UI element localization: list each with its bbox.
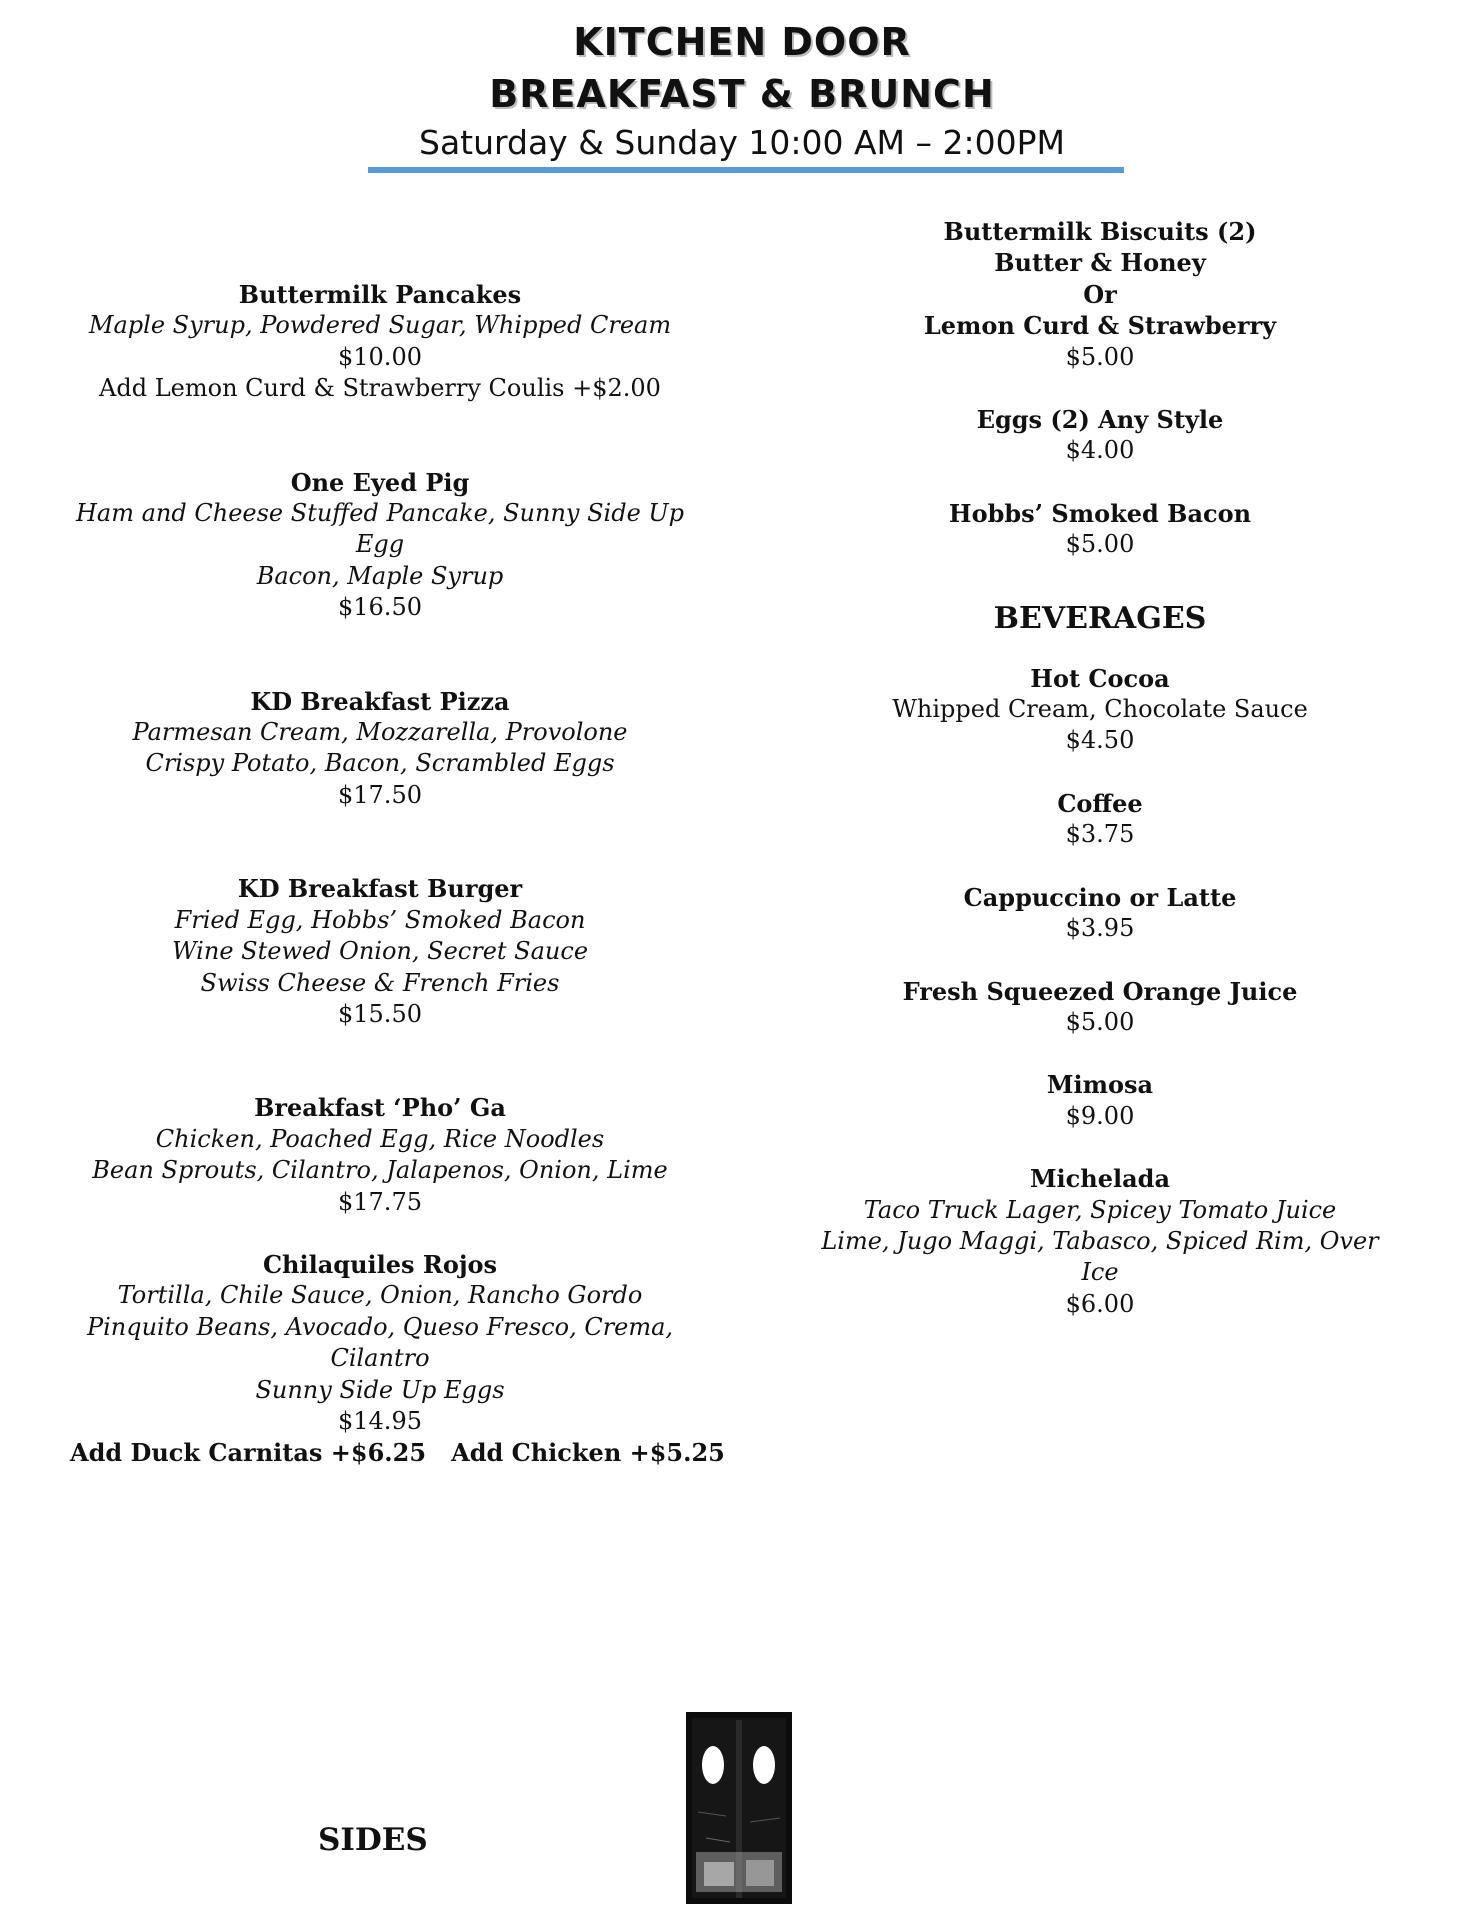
item-name: KD Breakfast Pizza [250,686,510,716]
item-description: Whipped Cream, Chocolate Sauce [892,695,1308,724]
item-name: Buttermilk Biscuits (2) [943,217,1257,246]
item-description: Parmesan Cream, Mozzarella, Provolone [132,718,628,747]
sides-and-beverages [800,216,1400,1320]
menu-item-breakfast-pho-ga [70,1092,690,1218]
menu-item-hot-cocoa [800,663,1400,757]
item-description: Taco Truck Lager, Spicey Tomato Juice [863,1195,1337,1224]
item-name: Mimosa [1046,1070,1154,1100]
item-description: Pinquito Beans, Avocado, Queso Fresco, Crema, Cilantro [86,1312,674,1373]
item-name: Fresh Squeezed Orange Juice [902,976,1298,1006]
item-description: Chicken, Poached Egg, Rice Noodles [155,1124,605,1153]
service-hours: Saturday & Sunday 10:00 AM – 2:00PM [419,123,1065,162]
item-price: $5.00 [1065,342,1135,371]
menu-item-eggs [800,404,1400,467]
restaurant-name: KITCHEN DOOR [573,20,911,64]
item-price: $17.50 [338,780,422,809]
item-description: Ham and Cheese Stuffed Pancake, Sunny Side Up Egg [76,499,684,559]
menu-title: BREAKFAST & BRUNCH [489,72,995,116]
item-addon: Add Duck Carnitas +$6.25 Add Chicken +$5.25 [70,1438,725,1468]
item-description: Crispy Potato, Bacon, Scrambled Eggs [145,749,615,778]
menu-item-kd-breakfast-pizza [70,686,690,812]
breakfast-items [70,279,725,1469]
item-description: Lime, Jugo Maggi, Tabasco, Spiced Rim, Over Ice [821,1226,1379,1287]
item-name: Lemon Curd & Strawberry [923,311,1277,341]
item-description: Maple Syrup, Powdered Sugar, Whipped Cream [88,311,672,340]
item-price: $5.00 [1065,530,1135,559]
item-price: $4.50 [1065,726,1135,755]
menu-item-coffee [800,788,1400,851]
item-price: $10.00 [338,342,422,371]
header-divider [368,167,1124,173]
item-name: KD Breakfast Burger [237,874,523,904]
item-name: Cappuccino or Latte [963,882,1237,912]
item-name: Eggs (2) Any Style [976,405,1224,435]
item-name: Buttermilk Pancakes [238,280,522,309]
item-price: $5.00 [1065,1007,1135,1036]
item-addon: Add Lemon Curd & Strawberry Coulis +$2.00 [99,374,661,403]
item-description: Bacon, Maple Syrup [256,561,504,590]
item-price: $16.50 [338,593,422,622]
menu-item-one-eyed-pig [70,467,690,624]
item-price: $14.95 [338,1406,422,1435]
item-name: Michelada [1029,1164,1170,1194]
menu-item-buttermilk-pancakes [70,279,690,405]
menu-item-mimosa [800,1069,1400,1132]
item-name: Butter & Honey [994,248,1206,278]
menu-item-chilaquiles-rojos [70,1249,725,1469]
item-price: $17.75 [338,1187,422,1216]
item-description: Sunny Side Up Eggs [255,1375,505,1404]
item-name: Chilaquiles Rojos [262,1249,498,1279]
item-name: Coffee [1057,788,1143,818]
item-price: $4.00 [1065,436,1135,465]
beverages-heading: BEVERAGES [993,600,1207,636]
menu-item-michelada [800,1163,1400,1320]
item-description: Bean Sprouts, Cilantro, Jalapenos, Onion, Lime [92,1156,668,1185]
kitchen-door-logo-icon [686,1712,792,1904]
sides-heading: SIDES [318,1822,428,1858]
item-price: $6.00 [1065,1289,1135,1318]
item-name: Or [1083,279,1117,309]
item-name: One Eyed Pig [290,467,470,497]
item-description: Fried Egg, Hobbs’ Smoked Bacon [174,905,586,934]
menu-item-orange-juice [800,976,1400,1039]
item-name: Breakfast ‘Pho’ Ga [254,1093,506,1123]
menu-item-buttermilk-biscuits [800,216,1400,373]
item-price: $15.50 [338,999,422,1028]
item-name: Hot Cocoa [1030,663,1170,693]
menu-item-smoked-bacon [800,498,1400,561]
item-description: Wine Stewed Onion, Secret Sauce [171,937,589,966]
item-description: Swiss Cheese & French Fries [200,968,560,997]
menu-item-kd-breakfast-burger [70,873,690,1030]
item-description: Tortilla, Chile Sauce, Onion, Rancho Gordo [117,1281,643,1310]
item-name: Hobbs’ Smoked Bacon [948,498,1252,528]
menu-item-cappuccino-latte [800,882,1400,945]
item-price: $3.95 [1065,914,1135,943]
item-price: $9.00 [1065,1101,1135,1130]
item-price: $3.75 [1065,820,1135,849]
